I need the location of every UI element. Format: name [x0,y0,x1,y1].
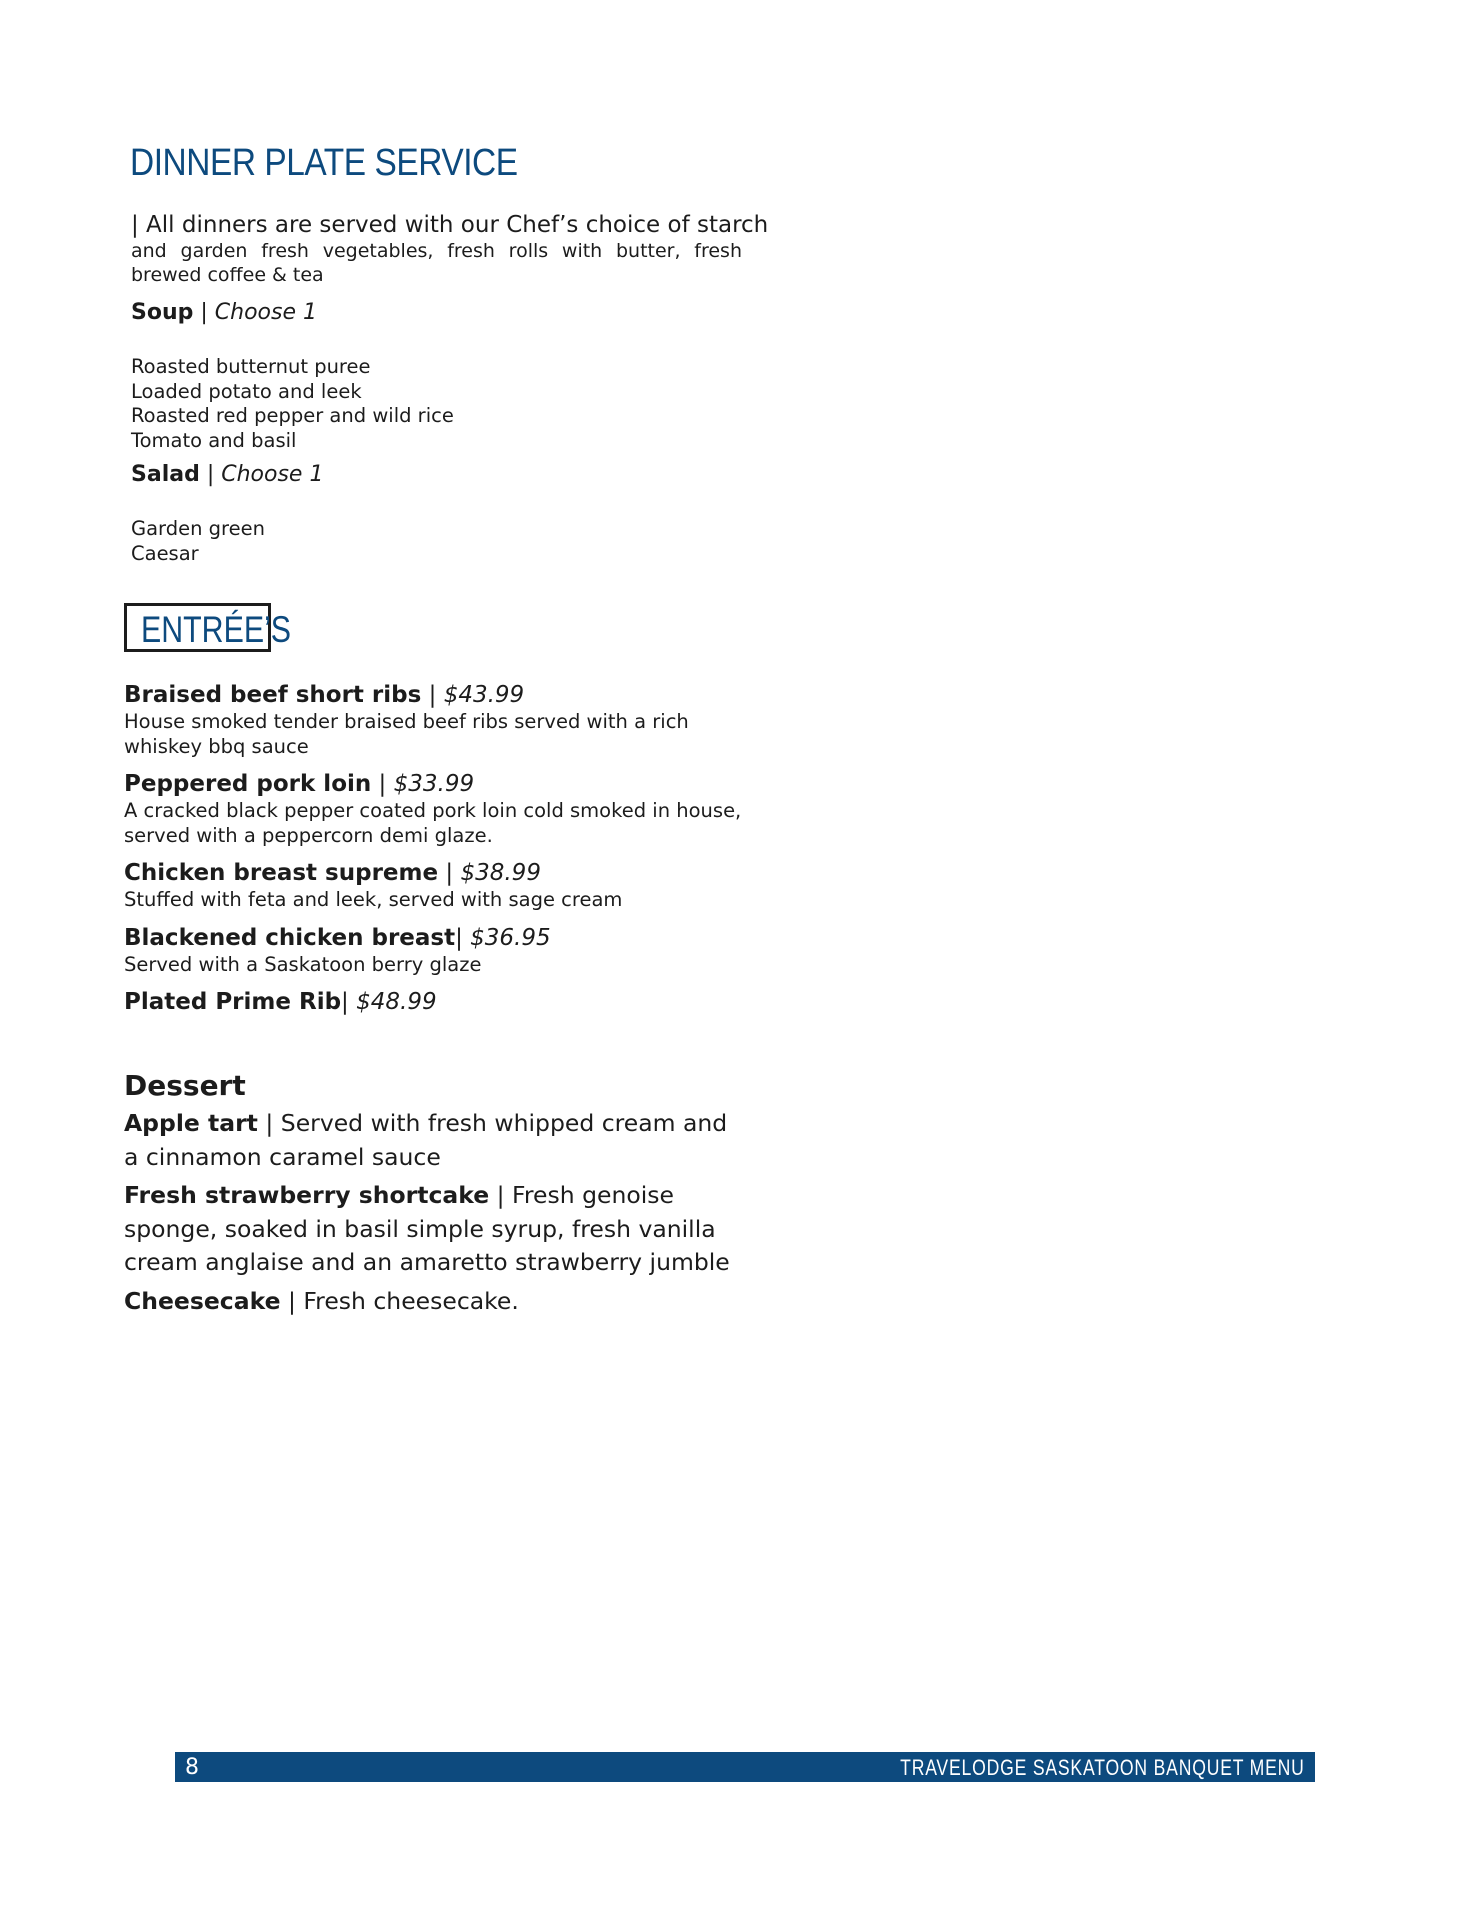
dessert-description: | Fresh genoise sponge, soaked in basil simple syrup, fresh vanilla cream anglaise and an amaretto strawberry jumble [124,1181,730,1276]
soup-heading [131,299,317,327]
entree-item [124,681,744,759]
dessert-description: | Fresh cheesecake. [280,1286,519,1315]
page-title: DINNER PLATE SERVICE [130,142,518,184]
salad-choose: Choose 1 [221,462,324,487]
entree-price: $48.99 [356,989,437,1015]
entrees-heading: ENTRÉE’S [141,609,292,650]
entree-name: Plated Prime Rib [124,989,342,1015]
entrees-heading-box [124,603,292,652]
entree-price: $43.99 [443,682,525,708]
dessert-name: Fresh strawberry shortcake [124,1181,490,1209]
entree-item [124,988,744,1017]
entree-separator: | [438,860,461,886]
list-item: Garden green [131,517,265,540]
dessert-heading: Dessert [124,1069,246,1102]
dessert-list [124,1107,744,1323]
page-number: 8 [185,1755,199,1780]
entree-separator: | [421,682,444,708]
footer-title: TRAVELODGE SASKATOON BANQUET MENU [900,1755,1305,1780]
salad-list [131,517,265,566]
dessert-name: Cheesecake [124,1286,281,1315]
intro-note [131,211,769,287]
entree-description: Stuffed with feta and leek, served with sage cream [124,888,623,911]
list-item: Loaded potato and leek [131,379,362,403]
entree-name: Chicken breast supreme [124,860,439,886]
entree-name: Braised beef short ribs [124,682,422,708]
list-item: Roasted butternut puree [131,355,371,378]
entree-separator: | [341,989,357,1015]
entree-name: Peppered pork loin [124,771,372,797]
list-item: Tomato and basil [131,428,297,452]
list-item: Roasted red pepper and wild rice [131,404,454,427]
entree-item [124,924,744,978]
entree-item [124,770,744,848]
salad-heading [131,461,323,489]
entree-description: Served with a Saskatoon berry glaze [124,952,482,976]
salad-label: Salad [131,462,200,487]
entree-price: $36.95 [470,924,551,951]
entree-list [124,681,744,1028]
entree-name: Blackened chicken breast [124,924,456,951]
salad-separator: | [199,462,222,487]
entree-separator: | [455,924,471,951]
soup-choose: Choose 1 [214,300,317,325]
entree-price: $38.99 [460,860,541,886]
intro-rest: and garden fresh vegetables, fresh rolls with butter, fresh brewed coffee & tea [131,240,742,286]
dessert-item [124,1285,744,1319]
entree-price: $33.99 [393,771,475,797]
list-item: Caesar [131,541,199,565]
dessert-description: | Served with fresh whipped cream and a cinnamon caramel sauce [124,1109,728,1171]
intro-lead: | All dinners are served with our Chef’s choice of starch [131,212,769,238]
soup-separator: | [193,300,215,325]
dessert-item [124,1179,744,1280]
entree-item [124,859,744,913]
footer-bar [175,1752,1315,1782]
dessert-name: Apple tart [124,1109,258,1137]
soup-list [131,355,454,453]
soup-label: Soup [131,300,194,325]
dessert-item [124,1107,744,1174]
entree-description: House smoked tender braised beef ribs served with a rich whiskey bbq sauce [124,710,689,758]
entree-description: A cracked black pepper coated pork loin cold smoked in house, served with a peppercorn demi glaze. [124,799,742,847]
entree-separator: | [371,771,394,797]
